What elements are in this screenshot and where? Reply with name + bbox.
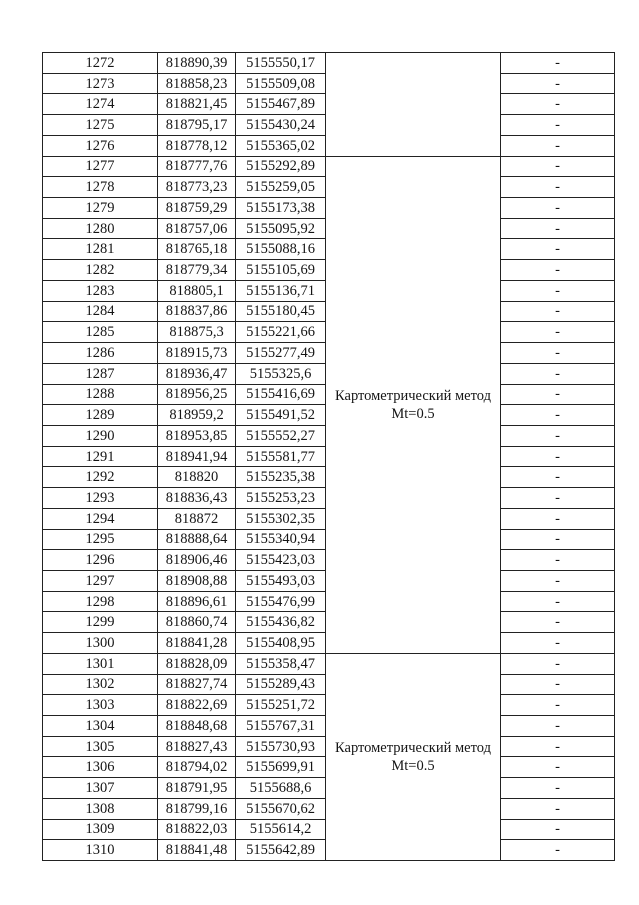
x-coordinate-cell: 818805,1 xyxy=(158,280,236,301)
y-coordinate-cell: 5155408,95 xyxy=(236,633,326,654)
y-coordinate-cell: 5155642,89 xyxy=(236,840,326,861)
y-coordinate-cell: 5155221,66 xyxy=(236,322,326,343)
point-number-cell: 1282 xyxy=(43,260,158,281)
x-coordinate-cell: 818827,74 xyxy=(158,674,236,695)
x-coordinate-cell: 818936,47 xyxy=(158,363,236,384)
y-coordinate-cell: 5155088,16 xyxy=(236,239,326,260)
mark-cell: - xyxy=(501,156,615,177)
mark-cell: - xyxy=(501,819,615,840)
x-coordinate-cell: 818795,17 xyxy=(158,115,236,136)
point-number-cell: 1281 xyxy=(43,239,158,260)
y-coordinate-cell: 5155365,02 xyxy=(236,135,326,156)
mark-cell: - xyxy=(501,840,615,861)
y-coordinate-cell: 5155416,69 xyxy=(236,384,326,405)
point-number-cell: 1274 xyxy=(43,94,158,115)
mark-cell: - xyxy=(501,550,615,571)
x-coordinate-cell: 818841,28 xyxy=(158,633,236,654)
point-number-cell: 1304 xyxy=(43,716,158,737)
x-coordinate-cell: 818848,68 xyxy=(158,716,236,737)
mark-cell: - xyxy=(501,53,615,74)
x-coordinate-cell: 818953,85 xyxy=(158,425,236,446)
mark-cell: - xyxy=(501,260,615,281)
mark-cell: - xyxy=(501,757,615,778)
mark-cell: - xyxy=(501,798,615,819)
point-number-cell: 1272 xyxy=(43,53,158,74)
y-coordinate-cell: 5155180,45 xyxy=(236,301,326,322)
y-coordinate-cell: 5155730,93 xyxy=(236,736,326,757)
point-number-cell: 1284 xyxy=(43,301,158,322)
method-cell xyxy=(326,653,501,860)
x-coordinate-cell: 818836,43 xyxy=(158,488,236,509)
x-coordinate-cell: 818872 xyxy=(158,508,236,529)
method-cell xyxy=(326,53,501,157)
y-coordinate-cell: 5155251,72 xyxy=(236,695,326,716)
mark-cell: - xyxy=(501,736,615,757)
point-number-cell: 1294 xyxy=(43,508,158,529)
y-coordinate-cell: 5155289,43 xyxy=(236,674,326,695)
x-coordinate-cell: 818799,16 xyxy=(158,798,236,819)
mark-cell: - xyxy=(501,405,615,426)
y-coordinate-cell: 5155670,62 xyxy=(236,798,326,819)
y-coordinate-cell: 5155491,52 xyxy=(236,405,326,426)
method-label: Картометрический метод xyxy=(335,387,491,404)
point-number-cell: 1289 xyxy=(43,405,158,426)
mark-cell: - xyxy=(501,384,615,405)
mark-cell: - xyxy=(501,633,615,654)
x-coordinate-cell: 818890,39 xyxy=(158,53,236,74)
x-coordinate-cell: 818906,46 xyxy=(158,550,236,571)
x-coordinate-cell: 818773,23 xyxy=(158,177,236,198)
y-coordinate-cell: 5155581,77 xyxy=(236,446,326,467)
point-number-cell: 1290 xyxy=(43,425,158,446)
y-coordinate-cell: 5155277,49 xyxy=(236,343,326,364)
x-coordinate-cell: 818959,2 xyxy=(158,405,236,426)
mark-cell: - xyxy=(501,301,615,322)
mark-cell: - xyxy=(501,135,615,156)
point-number-cell: 1310 xyxy=(43,840,158,861)
coordinates-table-body xyxy=(43,53,615,861)
y-coordinate-cell: 5155340,94 xyxy=(236,529,326,550)
x-coordinate-cell: 818915,73 xyxy=(158,343,236,364)
mark-cell: - xyxy=(501,198,615,219)
y-coordinate-cell: 5155767,31 xyxy=(236,716,326,737)
point-number-cell: 1288 xyxy=(43,384,158,405)
x-coordinate-cell: 818841,48 xyxy=(158,840,236,861)
y-coordinate-cell: 5155136,71 xyxy=(236,280,326,301)
coordinates-table xyxy=(42,52,615,861)
point-number-cell: 1297 xyxy=(43,570,158,591)
point-number-cell: 1296 xyxy=(43,550,158,571)
y-coordinate-cell: 5155550,17 xyxy=(236,53,326,74)
x-coordinate-cell: 818858,23 xyxy=(158,73,236,94)
mark-cell: - xyxy=(501,94,615,115)
mark-cell: - xyxy=(501,322,615,343)
x-coordinate-cell: 818759,29 xyxy=(158,198,236,219)
y-coordinate-cell: 5155467,89 xyxy=(236,94,326,115)
point-number-cell: 1275 xyxy=(43,115,158,136)
mark-cell: - xyxy=(501,508,615,529)
y-coordinate-cell: 5155476,99 xyxy=(236,591,326,612)
point-number-cell: 1280 xyxy=(43,218,158,239)
mark-cell: - xyxy=(501,529,615,550)
mark-cell: - xyxy=(501,674,615,695)
y-coordinate-cell: 5155552,27 xyxy=(236,425,326,446)
y-coordinate-cell: 5155253,23 xyxy=(236,488,326,509)
x-coordinate-cell: 818822,69 xyxy=(158,695,236,716)
mark-cell: - xyxy=(501,488,615,509)
y-coordinate-cell: 5155292,89 xyxy=(236,156,326,177)
table-row xyxy=(43,53,615,74)
point-number-cell: 1307 xyxy=(43,778,158,799)
x-coordinate-cell: 818956,25 xyxy=(158,384,236,405)
mark-cell: - xyxy=(501,570,615,591)
mark-cell: - xyxy=(501,716,615,737)
y-coordinate-cell: 5155325,6 xyxy=(236,363,326,384)
point-number-cell: 1303 xyxy=(43,695,158,716)
x-coordinate-cell: 818794,02 xyxy=(158,757,236,778)
point-number-cell: 1300 xyxy=(43,633,158,654)
y-coordinate-cell: 5155235,38 xyxy=(236,467,326,488)
point-number-cell: 1286 xyxy=(43,343,158,364)
point-number-cell: 1298 xyxy=(43,591,158,612)
method-cell xyxy=(326,156,501,653)
mark-cell: - xyxy=(501,115,615,136)
accuracy-label: Mt=0.5 xyxy=(391,405,435,422)
method-label: Картометрический метод xyxy=(335,739,491,756)
mark-cell: - xyxy=(501,280,615,301)
table-row xyxy=(43,653,615,674)
y-coordinate-cell: 5155358,47 xyxy=(236,653,326,674)
point-number-cell: 1305 xyxy=(43,736,158,757)
y-coordinate-cell: 5155699,91 xyxy=(236,757,326,778)
mark-cell: - xyxy=(501,239,615,260)
point-number-cell: 1308 xyxy=(43,798,158,819)
point-number-cell: 1276 xyxy=(43,135,158,156)
y-coordinate-cell: 5155436,82 xyxy=(236,612,326,633)
point-number-cell: 1278 xyxy=(43,177,158,198)
mark-cell: - xyxy=(501,73,615,94)
point-number-cell: 1295 xyxy=(43,529,158,550)
x-coordinate-cell: 818908,88 xyxy=(158,570,236,591)
mark-cell: - xyxy=(501,446,615,467)
y-coordinate-cell: 5155173,38 xyxy=(236,198,326,219)
x-coordinate-cell: 818765,18 xyxy=(158,239,236,260)
point-number-cell: 1287 xyxy=(43,363,158,384)
table-row xyxy=(43,156,615,177)
mark-cell: - xyxy=(501,177,615,198)
x-coordinate-cell: 818888,64 xyxy=(158,529,236,550)
mark-cell: - xyxy=(501,612,615,633)
x-coordinate-cell: 818777,76 xyxy=(158,156,236,177)
x-coordinate-cell: 818860,74 xyxy=(158,612,236,633)
mark-cell: - xyxy=(501,363,615,384)
point-number-cell: 1285 xyxy=(43,322,158,343)
point-number-cell: 1293 xyxy=(43,488,158,509)
accuracy-label: Mt=0.5 xyxy=(391,757,435,774)
x-coordinate-cell: 818828,09 xyxy=(158,653,236,674)
x-coordinate-cell: 818779,34 xyxy=(158,260,236,281)
x-coordinate-cell: 818778,12 xyxy=(158,135,236,156)
point-number-cell: 1291 xyxy=(43,446,158,467)
y-coordinate-cell: 5155105,69 xyxy=(236,260,326,281)
y-coordinate-cell: 5155509,08 xyxy=(236,73,326,94)
point-number-cell: 1279 xyxy=(43,198,158,219)
x-coordinate-cell: 818822,03 xyxy=(158,819,236,840)
mark-cell: - xyxy=(501,467,615,488)
y-coordinate-cell: 5155614,2 xyxy=(236,819,326,840)
mark-cell: - xyxy=(501,591,615,612)
x-coordinate-cell: 818837,86 xyxy=(158,301,236,322)
point-number-cell: 1301 xyxy=(43,653,158,674)
x-coordinate-cell: 818821,45 xyxy=(158,94,236,115)
point-number-cell: 1277 xyxy=(43,156,158,177)
x-coordinate-cell: 818875,3 xyxy=(158,322,236,343)
y-coordinate-cell: 5155423,03 xyxy=(236,550,326,571)
y-coordinate-cell: 5155302,35 xyxy=(236,508,326,529)
mark-cell: - xyxy=(501,695,615,716)
point-number-cell: 1309 xyxy=(43,819,158,840)
mark-cell: - xyxy=(501,343,615,364)
mark-cell: - xyxy=(501,778,615,799)
point-number-cell: 1273 xyxy=(43,73,158,94)
y-coordinate-cell: 5155430,24 xyxy=(236,115,326,136)
point-number-cell: 1302 xyxy=(43,674,158,695)
y-coordinate-cell: 5155095,92 xyxy=(236,218,326,239)
point-number-cell: 1283 xyxy=(43,280,158,301)
mark-cell: - xyxy=(501,218,615,239)
mark-cell: - xyxy=(501,653,615,674)
x-coordinate-cell: 818757,06 xyxy=(158,218,236,239)
x-coordinate-cell: 818791,95 xyxy=(158,778,236,799)
x-coordinate-cell: 818941,94 xyxy=(158,446,236,467)
point-number-cell: 1292 xyxy=(43,467,158,488)
point-number-cell: 1306 xyxy=(43,757,158,778)
x-coordinate-cell: 818896,61 xyxy=(158,591,236,612)
mark-cell: - xyxy=(501,425,615,446)
point-number-cell: 1299 xyxy=(43,612,158,633)
x-coordinate-cell: 818827,43 xyxy=(158,736,236,757)
y-coordinate-cell: 5155688,6 xyxy=(236,778,326,799)
x-coordinate-cell: 818820 xyxy=(158,467,236,488)
y-coordinate-cell: 5155259,05 xyxy=(236,177,326,198)
y-coordinate-cell: 5155493,03 xyxy=(236,570,326,591)
